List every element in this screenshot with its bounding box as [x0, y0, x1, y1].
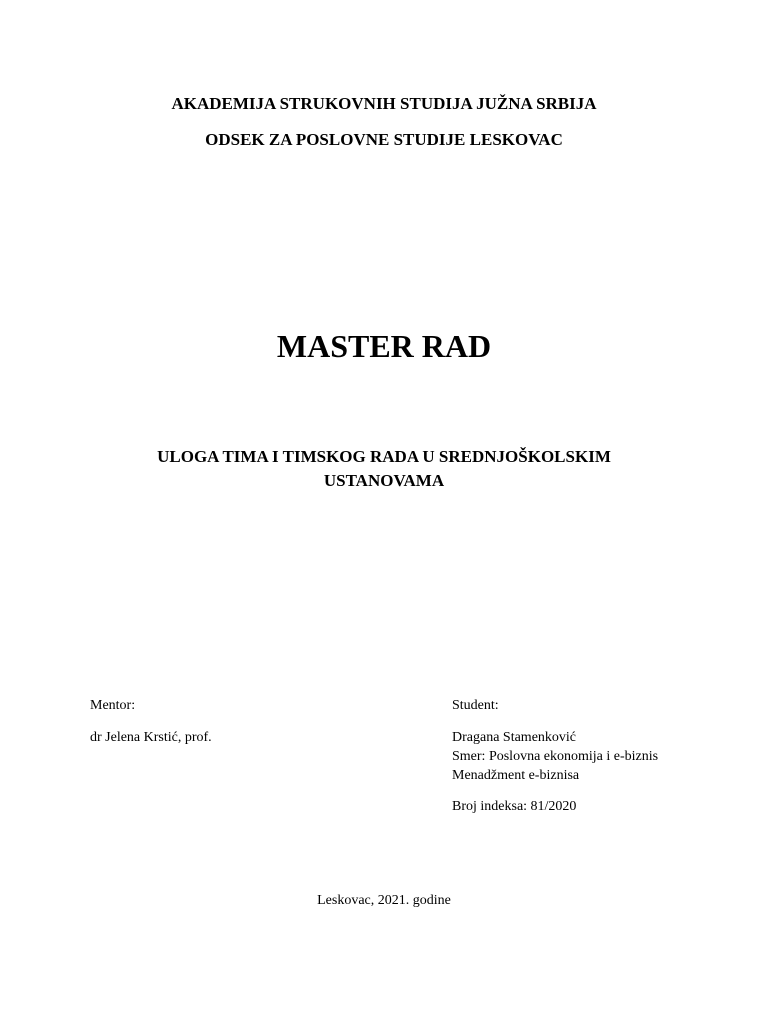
mentor-label: Mentor: — [90, 698, 136, 713]
student-module: Menadžment e-biznisa — [452, 768, 580, 783]
thesis-title-line-2: USTANOVAMA — [323, 471, 445, 490]
institution-name: AKADEMIJA STRUKOVNIH STUDIJA JUŽNA SRBIJA — [171, 94, 597, 113]
thesis-title-line-1: ULOGA TIMA I TIMSKOG RADA U SREDNJOŠKOLSKIM — [157, 447, 611, 466]
thesis-title — [100, 445, 668, 493]
mentor-name: dr Jelena Krstić, prof. — [90, 730, 212, 745]
student-name: Dragana Stamenković — [452, 730, 577, 745]
student-program: Smer: Poslovna ekonomija i e-biznis — [452, 749, 659, 764]
student-label: Student: — [452, 698, 499, 713]
student-index: Broj indeksa: 81/2020 — [452, 799, 577, 814]
department-name: ODSEK ZA POSLOVNE STUDIJE LESKOVAC — [205, 130, 563, 149]
place-and-date: Leskovac, 2021. godine — [317, 893, 451, 908]
document-type-title: MASTER RAD — [276, 328, 492, 364]
